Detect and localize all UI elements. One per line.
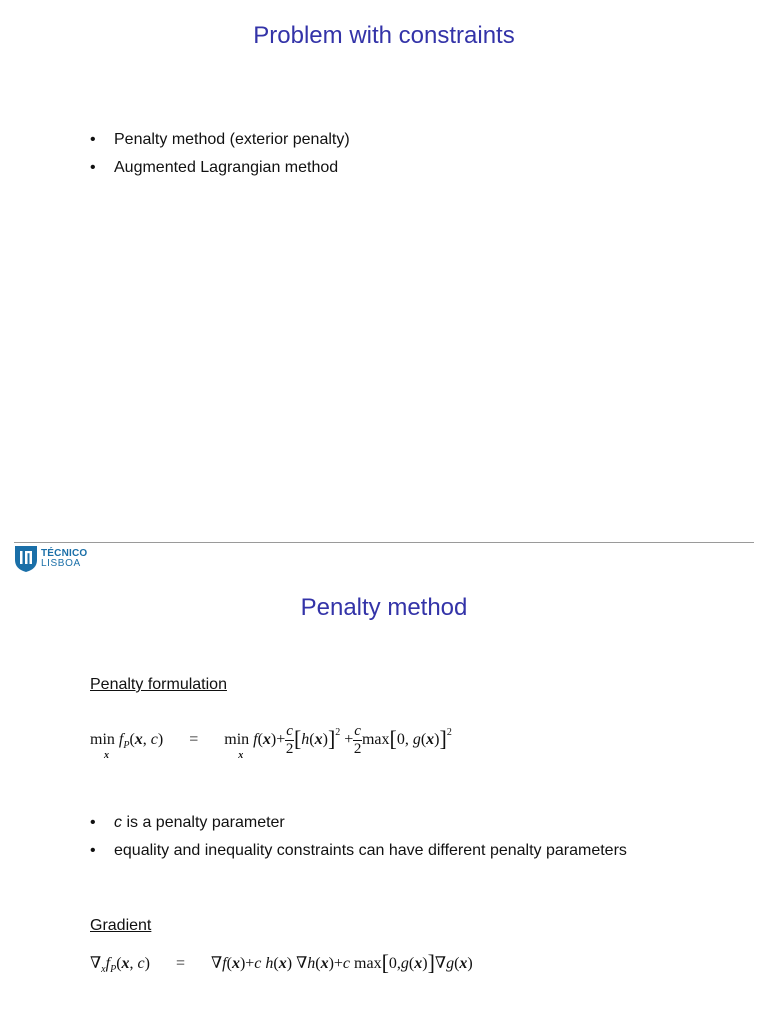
slide1-title: Problem with constraints <box>253 22 515 49</box>
list-item-text: is a penalty parameter <box>126 814 285 831</box>
logo-text-line2: LISBOA <box>41 558 81 569</box>
gradient-heading: Gradient <box>90 917 152 934</box>
list-item: • Augmented Lagrangian method <box>90 158 350 186</box>
penalty-formulation-equation: min x $f_P(x$, c) = min x f(x)+ $\frac{c}{2}$ $[h(x)]^2$ + $\frac{c}{2}$ max[0, g(x)]$^2$ <box>90 723 452 762</box>
slide-divider <box>14 542 754 543</box>
list-item <box>90 813 627 841</box>
penalty-formulation-heading: Penalty formulation <box>90 676 227 693</box>
slide1-bullet-list <box>90 130 350 186</box>
slide2-title: Penalty method <box>300 594 468 621</box>
shield-icon <box>14 545 38 573</box>
list-item: • equality and inequality constraints can have different penalty parameters <box>90 841 627 869</box>
logo-text-line1: TÉCNICO <box>41 548 88 559</box>
slide2-bullet-list <box>90 813 627 869</box>
tecnico-lisboa-logo <box>14 545 87 573</box>
list-item: • Penalty method (exterior penalty) <box>90 130 350 158</box>
penalty-variable: c <box>114 814 122 831</box>
gradient-equation: $\nabla_xf_P(x$, c) = ∇f(x)+c h(x) ∇h(x)+c max[0,g(x)]∇g(x) <box>90 950 473 975</box>
